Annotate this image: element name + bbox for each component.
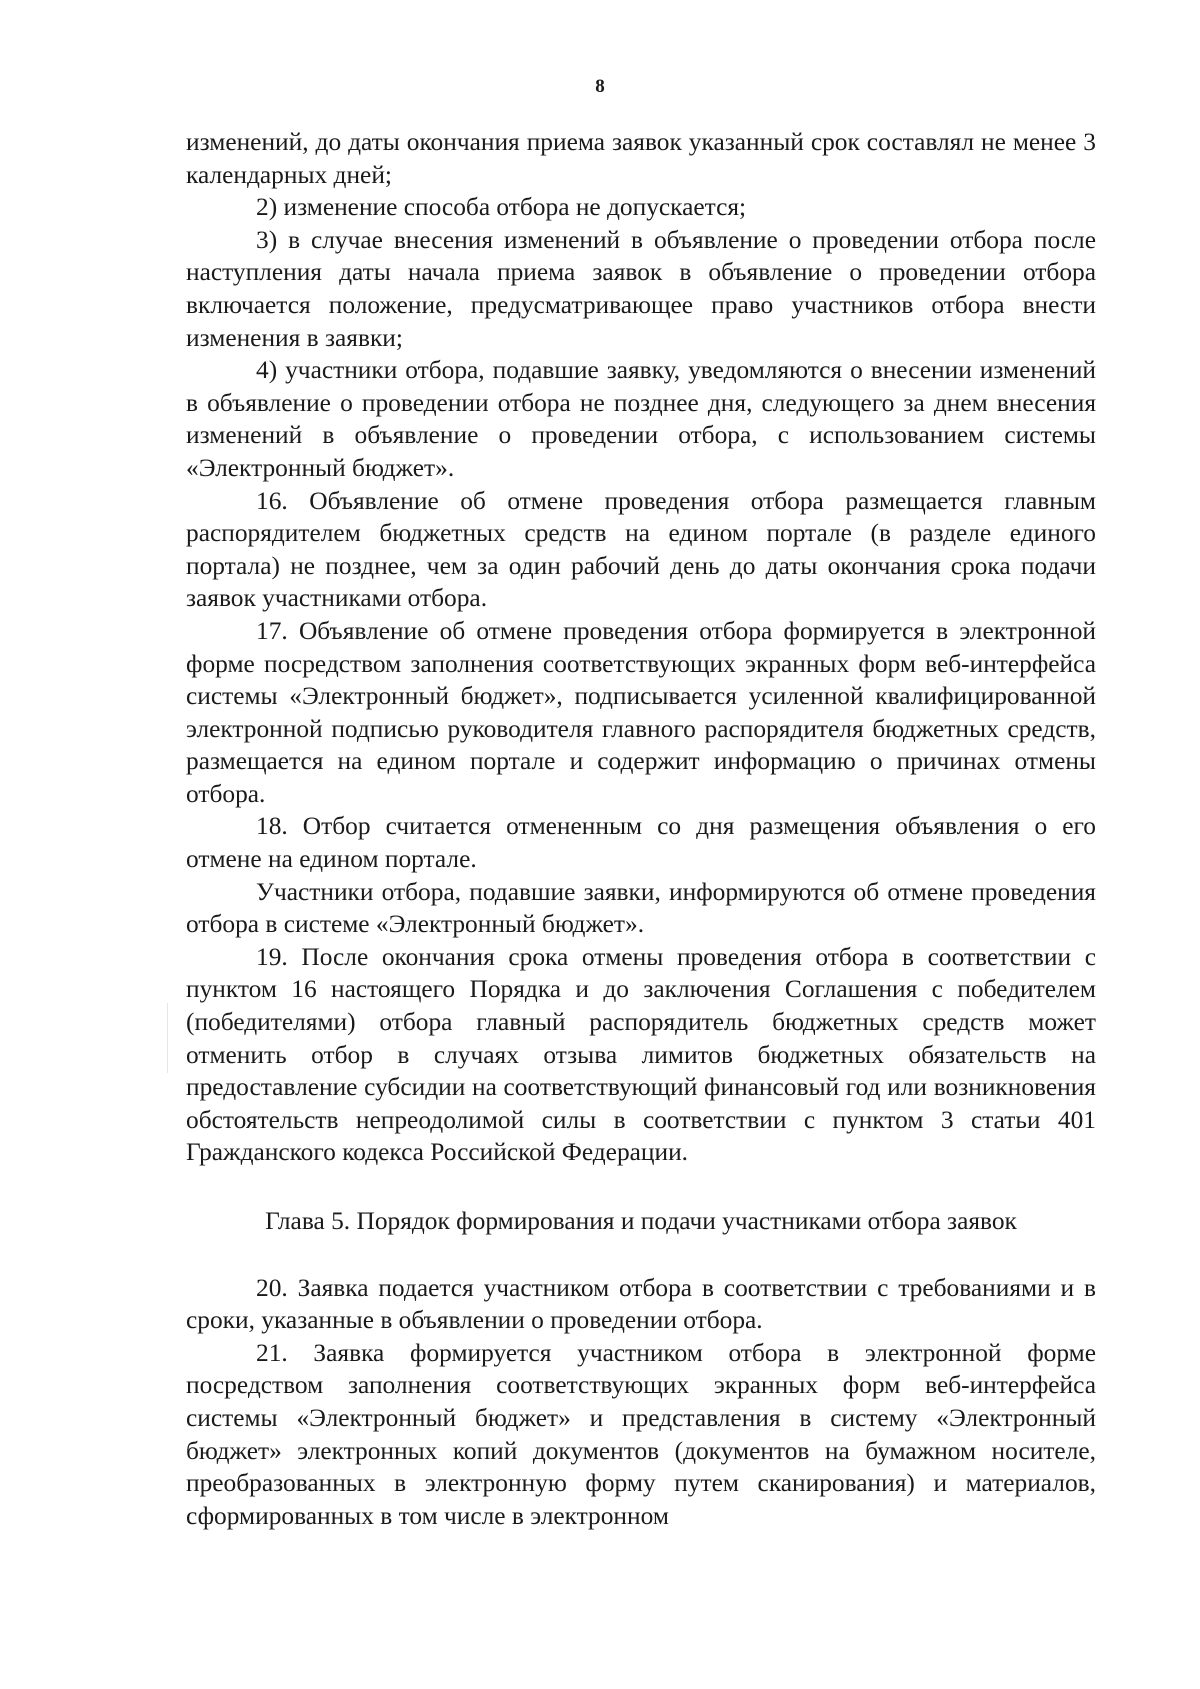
page-number: 8	[595, 76, 605, 97]
paragraph-participants-notice: Участники отбора, подавшие заявки, информируются об отмене проведения отбора в системе «Электронный бюджет».	[186, 877, 1096, 939]
paragraph-item-4: 4) участники отбора, подавшие заявку, уведомляются о внесении изменений в объявление о проведении отбора не позднее дня, следующего за днем внесения изменений в объявление о проведении отбора, с использованием системы «Электронный бюджет».	[186, 356, 1096, 482]
paragraph-section-19: 19. После окончания срока отмены проведения отбора в соответствии с пунктом 16 настоящего Порядка и до заключения Соглашения с победителем (победителями) отбора главный распорядитель бюджетных средств может отменить отбор в случаях отзыва лимитов бюджетных обязательств на предоставление субсидии на соответствующий финансовый год или возникновения обстоятельств непреодолимой силы в соответствии с пунктом 3 статьи 401 Гражданского кодекса Российской Федерации.	[186, 942, 1096, 1167]
paragraph-item-3: 3) в случае внесения изменений в объявление о проведении отбора после наступления даты начала приема заявок в объявление о проведении отбора включается положение, предусматривающее право участников отбора внести изменения в заявки;	[186, 225, 1096, 352]
paragraph-section-17: 17. Объявление об отмене проведения отбора формируется в электронной форме посредством заполнения соответствующих экранных форм веб-интерфейса системы «Электронный бюджет», подписывается усиленной квалифицированной электронной подписью руководителя главного распорядителя бюджетных средств, размещается на едином портале и содержит информацию о причинах отмены отбора.	[186, 616, 1096, 808]
paragraph-section-18: 18. Отбор считается отмененным со дня размещения объявления о его отмене на едином портале.	[186, 812, 1096, 874]
paragraph-continuation: изменений, до даты окончания приема заявок указанный срок составлял не менее 3 календарных дней;	[186, 128, 1096, 189]
document-body	[186, 126, 1096, 1532]
paragraph-section-21: 21. Заявка формируется участником отбора в электронной форме посредством заполнения соответствующих экранных форм веб-интерфейса системы «Электронный бюджет» и представления в систему «Электронный бюджет» электронных копий документов (документов на бумажном носителе, преобразованных в электронную форму путем сканирования) и материалов, сформированных в том числе в электронном	[186, 1338, 1096, 1530]
scan-artifact-line	[167, 1003, 168, 1073]
paragraph-section-20: 20. Заявка подается участником отбора в соответствии с требованиями и в сроки, указанные в объявлении о проведении отбора.	[186, 1273, 1096, 1335]
chapter-heading: Глава 5. Порядок формирования и подачи участниками отбора заявок	[265, 1207, 1017, 1235]
paragraph-item-2: 2) изменение способа отбора не допускается;	[256, 193, 747, 222]
paragraph-section-16: 16. Объявление об отмене проведения отбора размещается главным распорядителем бюджетных средств на едином портале (в разделе единого портала) не позднее, чем за один рабочий день до даты окончания срока подачи заявок участниками отбора.	[186, 486, 1096, 613]
